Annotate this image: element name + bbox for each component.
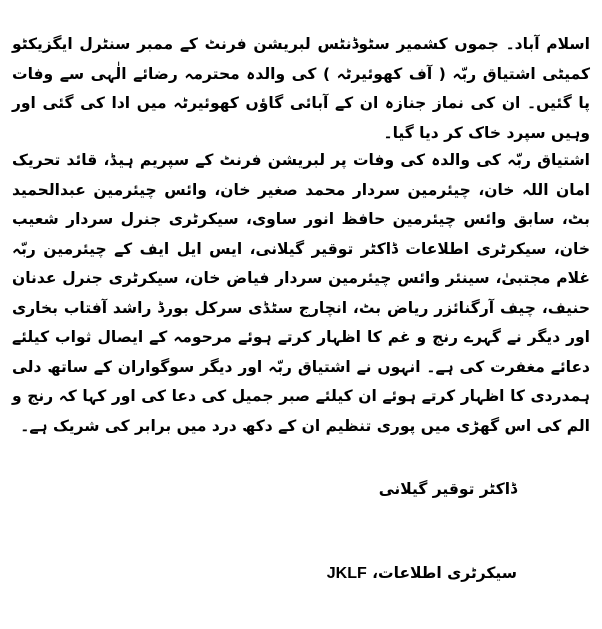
footer-designation: [217, 558, 517, 589]
news-paragraph-2: اشتیاق ربّہ کی والدہ کی وفات پر لبریشن فرنٹ کے سپریم ہیڈ، قائد تحریک امان اللہ خان، چیئرمین سردار محمد صغیر خان، وائس چیئرمین عبدالحمید بٹ، سابق وائس چیئرمین حافظ انور ساوی، سیکرٹری جنرل سردار شعیب خان، سیکرٹری اطلاعات ڈاکٹر توقیر گیلانی، ایس ایل ایف کے چیئرمین ربّہ غلام مجتبیٰ، سینئر وائس چیئرمین سردار فیاض خان، سیکرٹری جنرل عدنان حنیف، چیف آرگنائزر ریاض بٹ، انچارج سٹڈی سرکل بورڈ راشد آفتاب بخاری اور دیگر نے گہرے رنج و غم کا اظہار کرتے ہوئے مرحومہ کے ایصال ثواب کیلئے دعائے مغفرت کی ہے۔ انہوں نے اشتیاق ربّہ اور دیگر سوگواران کے ساتھ دلی ہمدردی کا اظہار کرتے ہوئے ان کیلئے صبر جمیل کی دعا کی اور کہا کہ رنج و الم کی اس گھڑی میں پوری تنظیم ان کے دکھ درد میں برابر کی شریک ہے۔: [12, 151, 590, 435]
footer-organization-acronym: JKLF: [326, 565, 367, 582]
footer-designation-urdu: سیکرٹری اطلاعات،: [372, 564, 517, 582]
signature-name: ڈاکٹر توقیر گیلانی: [378, 480, 517, 498]
news-paragraph-1: اسلام آباد۔ جموں کشمیر سٹوڈنٹس لبریشن فرنٹ کے ممبر سنٹرل ایگزیکٹو کمیٹی اشتیاق ربّہ ( آف کھوئیرٹہ ) کی والدہ محترمہ رضائے الٰہی سے وفات پا گئیں۔ ان کی نماز جنازہ ان کے آبائی گاؤں کھوئیرٹہ میں ادا کی گئی اور وہیں سپرد خاک کر دیا گیا۔: [12, 35, 590, 142]
